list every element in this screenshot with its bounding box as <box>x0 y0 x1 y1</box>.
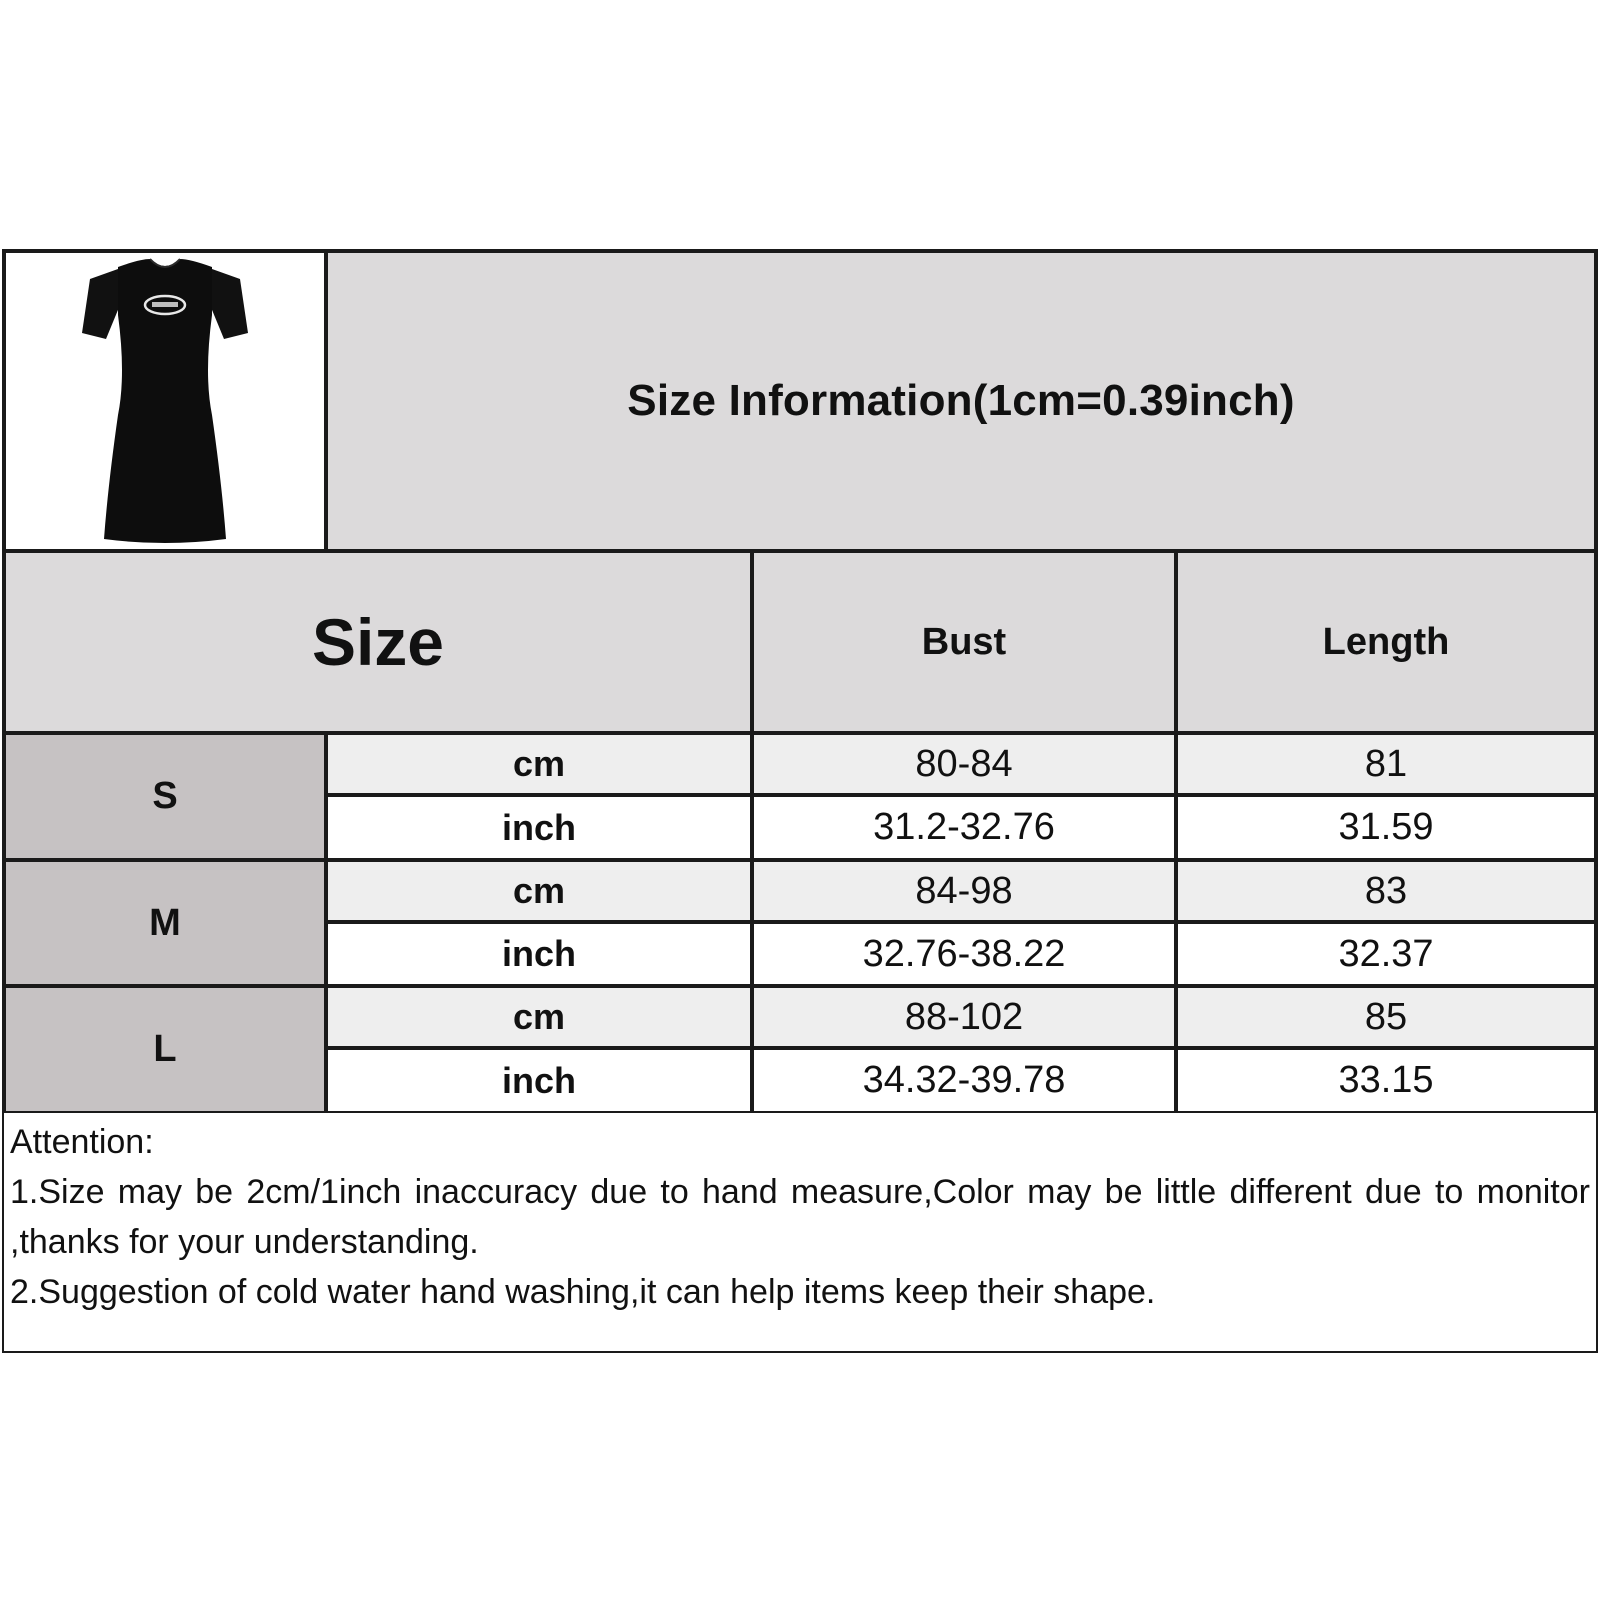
bust-value: 88-102 <box>752 986 1176 1048</box>
length-value: 32.37 <box>1176 922 1596 986</box>
bust-column-header: Bust <box>752 551 1176 733</box>
size-information-title: Size Information(1cm=0.39inch) <box>326 251 1596 551</box>
length-value: 33.15 <box>1176 1048 1596 1113</box>
bust-value: 80-84 <box>752 733 1176 795</box>
bust-value: 31.2-32.76 <box>752 795 1176 860</box>
length-value: 81 <box>1176 733 1596 795</box>
attention-notes <box>4 1113 1596 1351</box>
unit-cell: inch <box>326 795 752 860</box>
product-image-cell <box>4 251 326 551</box>
attention-note-2: 2.Suggestion of cold water hand washing,it can help items keep their shape. <box>10 1273 1156 1311</box>
size-label-s: S <box>4 733 326 860</box>
size-column-header: Size <box>4 551 752 733</box>
unit-cell: cm <box>326 860 752 922</box>
size-chart-sheet <box>2 249 1598 1353</box>
unit-cell: cm <box>326 986 752 1048</box>
bust-value: 32.76-38.22 <box>752 922 1176 986</box>
length-value: 83 <box>1176 860 1596 922</box>
unit-cell: inch <box>326 922 752 986</box>
size-label-l: L <box>4 986 326 1113</box>
length-value: 31.59 <box>1176 795 1596 860</box>
black-dress-image <box>80 255 250 547</box>
bust-value: 84-98 <box>752 860 1176 922</box>
length-column-header: Length <box>1176 551 1596 733</box>
size-label-m: M <box>4 860 326 986</box>
attention-note-1: 1.Size may be 2cm/1inch inaccuracy due to hand measure,Color may be little different due to monitor ,thanks for your understanding. <box>10 1173 1590 1261</box>
bust-value: 34.32-39.78 <box>752 1048 1176 1113</box>
unit-cell: inch <box>326 1048 752 1113</box>
unit-cell: cm <box>326 733 752 795</box>
attention-heading: Attention: <box>10 1123 154 1161</box>
length-value: 85 <box>1176 986 1596 1048</box>
